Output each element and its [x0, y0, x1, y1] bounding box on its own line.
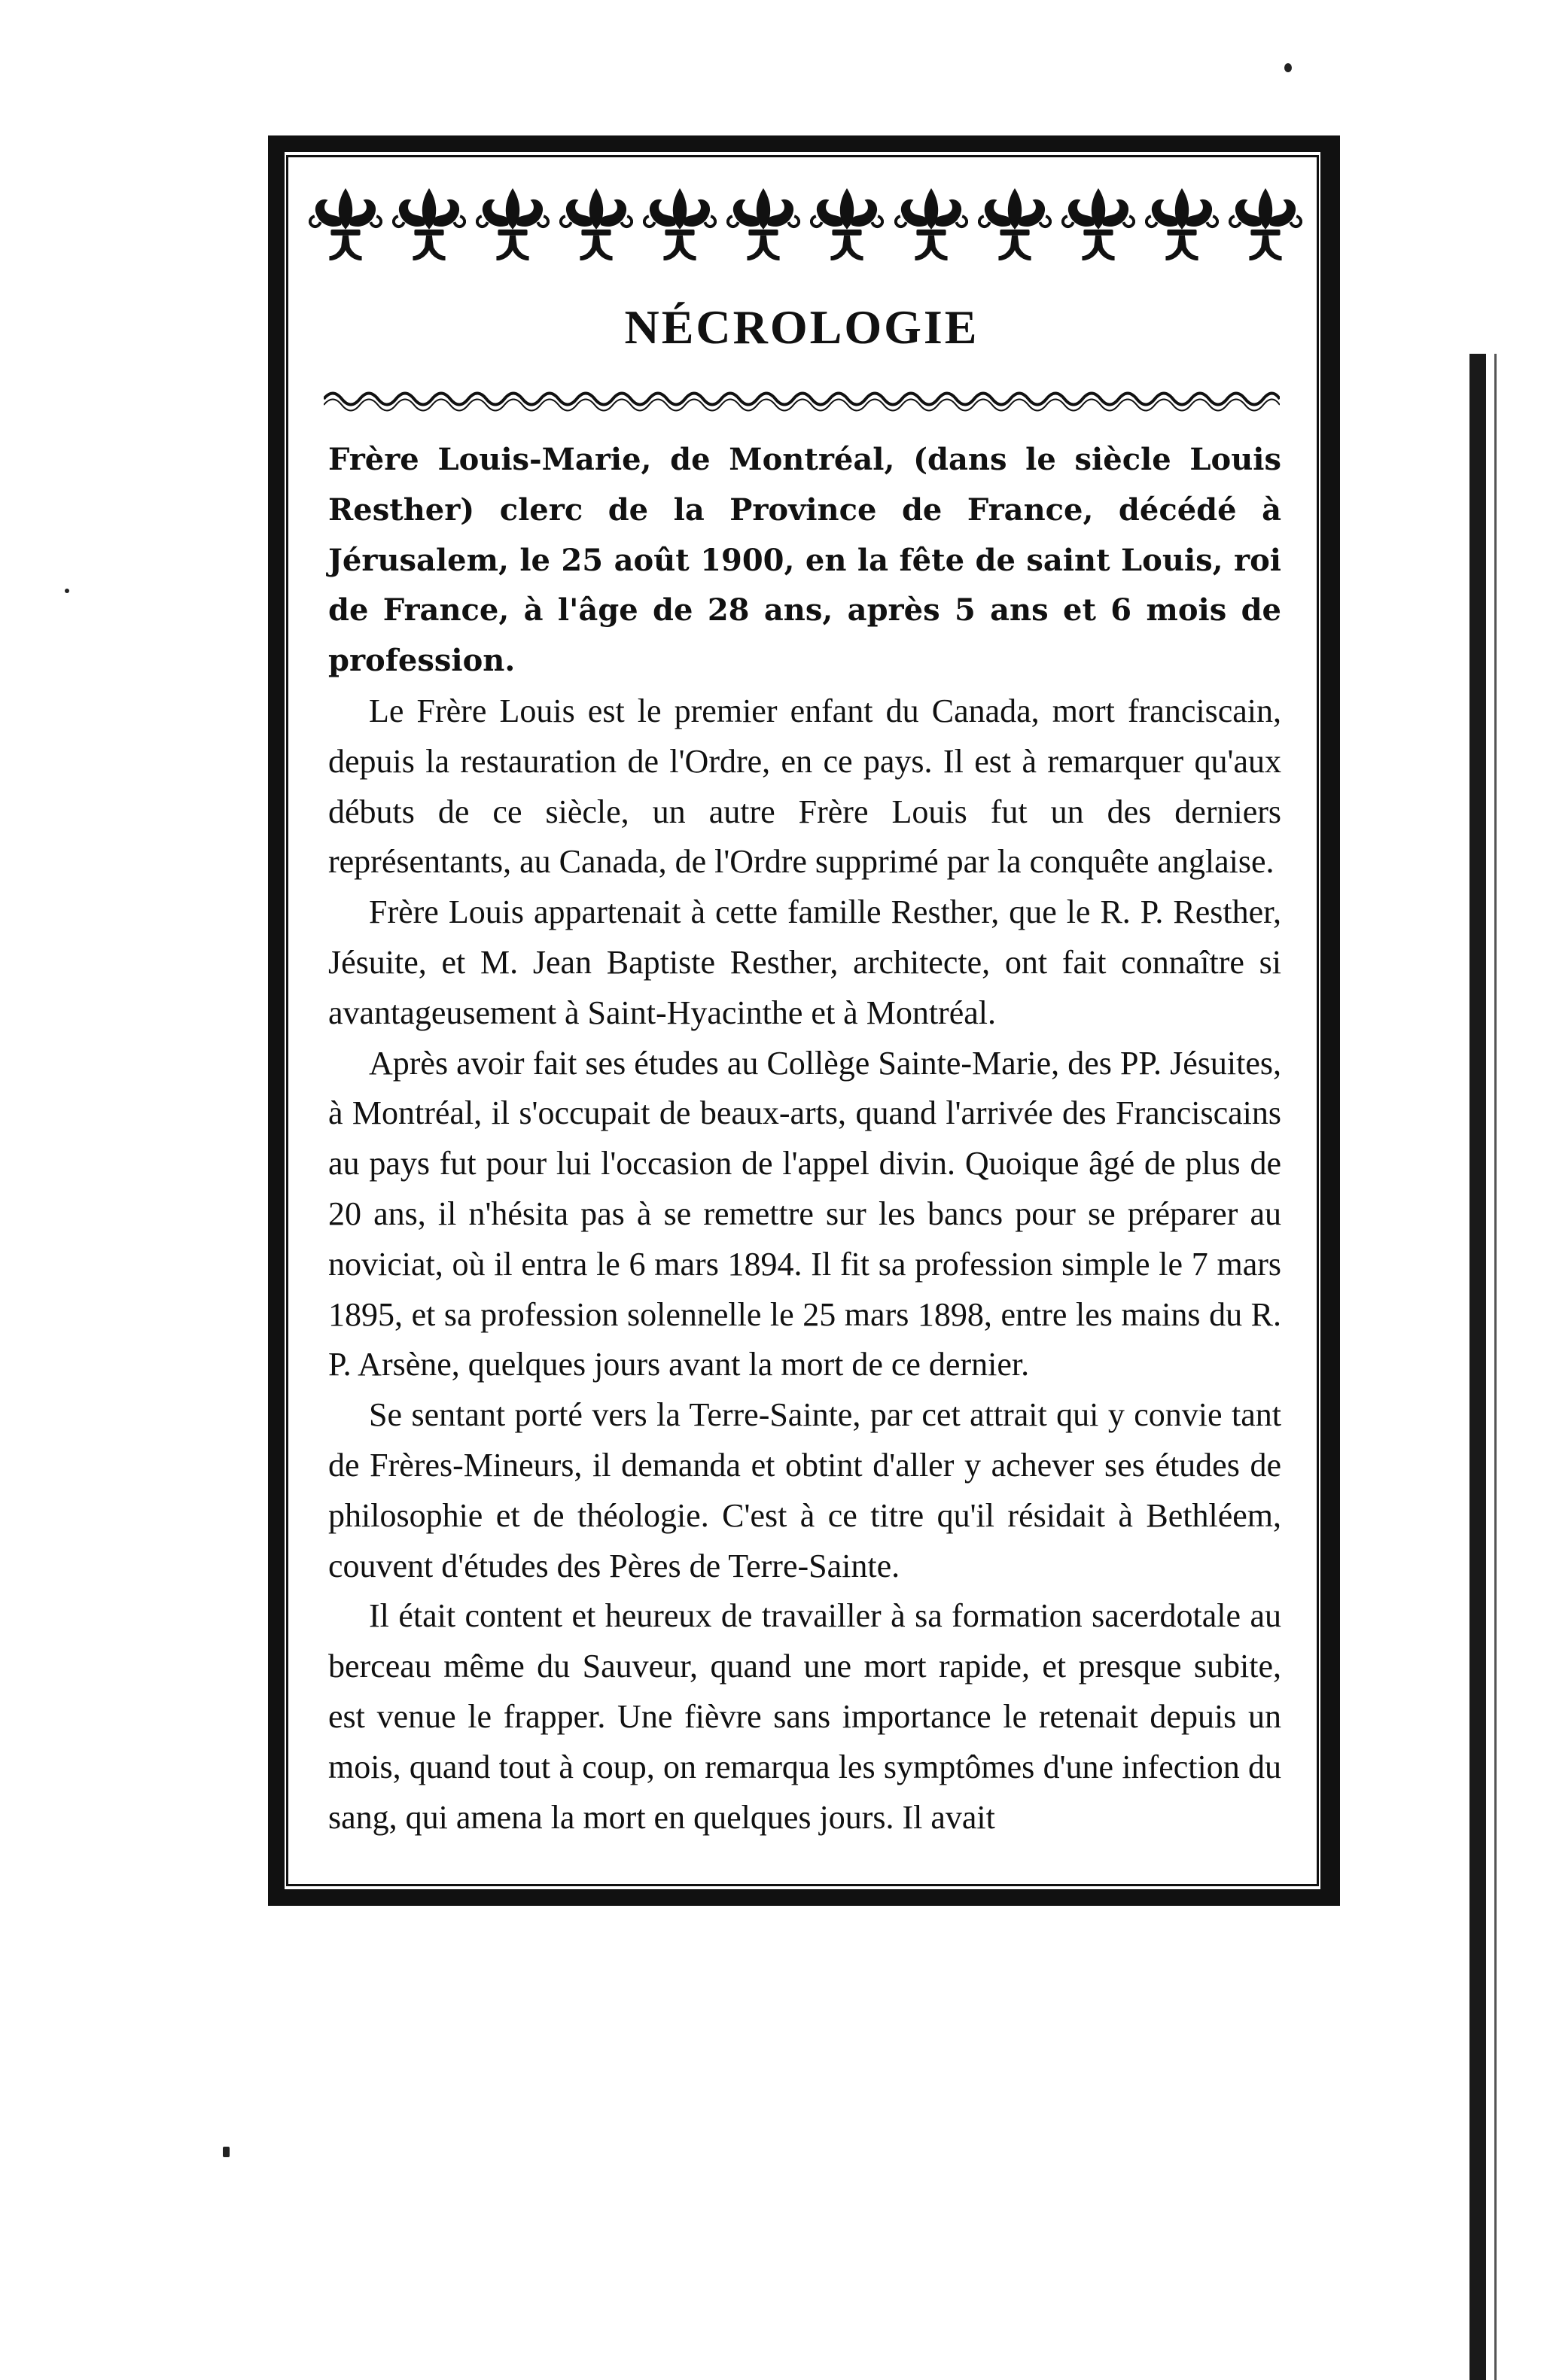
paragraph: Après avoir fait ses études au Collège Sainte-Marie, des PP. Jésuites, à Montréal, il s'occupait de beaux-arts, quand l'arrivée des Franciscains au pays fut pour lui l'occasion de l'appel divin. Quoique âgé de plus de 20 ans, il n'hésita pas à se remettre sur les bancs pour se préparer au noviciat, où il entra le 6 mars 1894. Il fit sa profession simple le 7 mars 1895, et sa profession solennelle le 25 mars 1898, entre les mains du R. P. Arsène, quelques jours avant la mort de ce dernier. [328, 1044, 1281, 1383]
wavy-rule-ornament [324, 380, 1280, 418]
fleur-de-lis-ornament-row [309, 181, 1302, 271]
scan-speck [1284, 63, 1292, 72]
fleur-de-lis-icon [894, 184, 968, 268]
fleur-de-lis-icon [392, 184, 466, 268]
scan-speck [223, 2147, 230, 2157]
fleur-de-lis-icon [810, 184, 884, 268]
paragraph-intro: Frère Louis-Marie, de Montréal, (dans le siècle Louis Resther) clerc de la Province de France, décédé à Jérusalem, le 25 août 1900, en la fête de saint Louis, roi de France, à l'âge de 28 ans, après 5 ans et 6 mois de profession. [328, 442, 1281, 679]
paragraph: Frère Louis appartenait à cette famille Resther, que le R. P. Resther, Jésuite, et M. Jean Baptiste Resther, architecte, ont fait connaître si avantageusement à Saint-Hyacinthe et à Montréal. [328, 893, 1281, 1031]
paragraph: Le Frère Louis est le premier enfant du Canada, mort franciscain, depuis la restauration de l'Ordre, en ce pays. Il est à remarquer qu'aux débuts de ce siècle, un autre Frère Louis fut un des derniers représentants, au Canada, de l'Ordre supprimé par la conquête anglaise. [328, 692, 1281, 881]
page-title: NÉCROLOGIE [624, 300, 979, 354]
fleur-de-lis-icon [1061, 184, 1135, 268]
paragraph: Se sentant porté vers la Terre-Sainte, par cet attrait qui y convie tant de Frères-Mineurs, il demanda et obtint d'aller y achever ses études de philosophie et de théologie. C'est à ce titre qu'il résidait à Bethléem, couvent d'études des Pères de Terre-Sainte. [328, 1396, 1281, 1584]
paragraph: Il était content et heureux de travailler à sa formation sacerdotale au berceau même du Sauveur, quand une mort rapide, et presque subite, est venue le frapper. Une fièvre sans importance le retenait depuis un mois, quand tout à coup, on remarqua les symptômes d'une infection du sang, qui amena la mort en quelques jours. Il avait [328, 1597, 1281, 1836]
scan-edge-shadow [1469, 354, 1486, 2380]
fleur-de-lis-icon [726, 184, 800, 268]
scan-speck [65, 589, 69, 593]
fleur-de-lis-icon [643, 184, 717, 268]
fleur-de-lis-icon [476, 184, 550, 268]
fleur-de-lis-icon [309, 184, 382, 268]
obituary-text [328, 435, 1281, 1843]
fleur-de-lis-icon [1145, 184, 1219, 268]
fleur-de-lis-icon [1229, 184, 1302, 268]
fleur-de-lis-icon [559, 184, 633, 268]
scan-edge-line [1494, 354, 1497, 2380]
fleur-de-lis-icon [978, 184, 1052, 268]
